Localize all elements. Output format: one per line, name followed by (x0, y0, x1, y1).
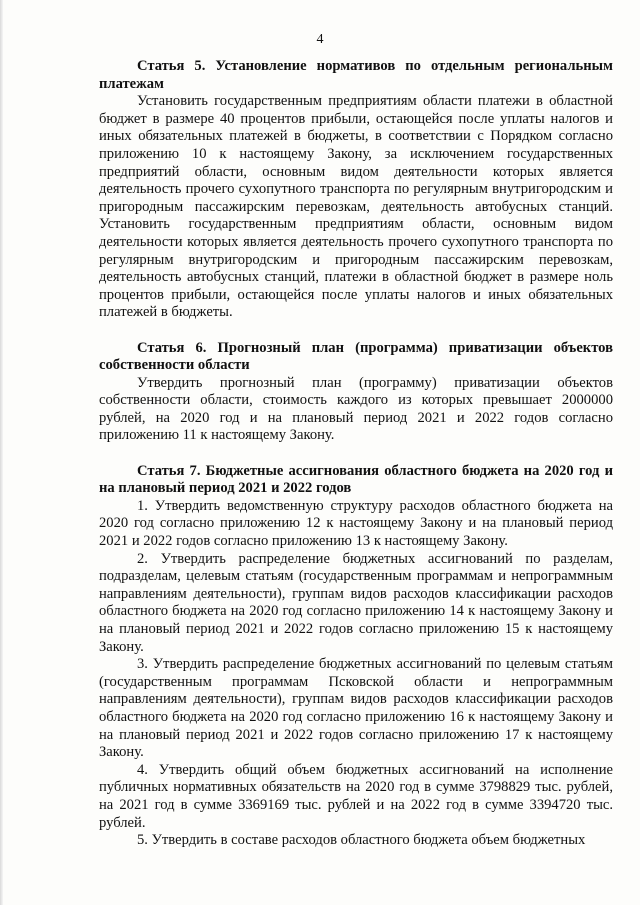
article-5-heading: Статья 5. Установление нормативов по отдельным региональным платежам (99, 58, 613, 92)
article-6-paragraph-1: Утвердить прогнозный план (программу) приватизации объектов собственности области, стоимость каждого из которых превышает 2000000 рублей, на 2020 год и на плановый период 2021 и 2022 годов согласно приложению 11 к настоящему Закону. (99, 374, 613, 444)
article-7-heading: Статья 7. Бюджетные ассигнования областного бюджета на 2020 год и на плановый период 2021 и 2022 годов (99, 462, 613, 497)
article-7-paragraph-5: 5. Утвердить в составе расходов областного бюджета объем бюджетных (137, 832, 586, 849)
article-6-heading: Статья 6. Прогнозный план (программа) приватизации объектов собственности области (99, 339, 613, 374)
document-body (99, 58, 613, 850)
article-7-paragraph-2: 2. Утвердить распределение бюджетных ассигнований по разделам, подразделам, целевым статьям (государственным программам и непрограммным направлениям деятельности), группам видов расходов классификации расходов областного бюджета на 2020 год согласно приложению 14 к настоящему Закону и на плановый период 2021 и 2022 годов согласно приложению 15 к настоящему Закону. (99, 550, 613, 655)
section-spacer (99, 445, 613, 463)
article-7-paragraph-4: 4. Утвердить общий объем бюджетных ассигнований на исполнение публичных нормативных обязательств на 2020 год в сумме 3798829 тыс. рублей, на 2021 год в сумме 3369169 тыс. рублей и на 2022 год в сумме 3394720 тыс. рублей. (99, 761, 613, 831)
article-5-paragraph-1: Установить государственным предприятиям области платежи в областной бюджет в размере 40 процентов прибыли, остающейся после уплаты налогов и иных обязательных платежей в бюджеты, в соответствии с Порядком согласно приложению 10 к настоящему Закону, за исключением государственных предприятий области, основным видом деятельности которых является деятельность прочего сухопутного транспорта по регулярным внутригородским и пригородным пассажирским перевозкам, деятельность автобусных станций. Установить государственным предприятиям области, основным видом деятельности которых является деятельность прочего сухопутного транспорта по регулярным внутригородским и пригородным пассажирским перевозкам, деятельность автобусных станций, платежи в областной бюджет в размере ноль процентов прибыли, остающейся после уплаты налогов и иных обязательных платежей в бюджеты. (99, 93, 613, 321)
page-edge-shadow (0, 0, 3, 905)
section-spacer (99, 322, 613, 340)
article-7-paragraph-1: 1. Утвердить ведомственную структуру расходов областного бюджета на 2020 год согласно приложению 12 к настоящему Закону и на плановый период 2021 и 2022 годов согласно приложению 13 к настоящему Закону. (99, 497, 613, 550)
article-7-paragraph-3: 3. Утвердить распределение бюджетных ассигнований по целевым статьям (государственным программам Псковской области и непрограммным направлениям деятельности), группам видов расходов классификации расходов областного бюджета на 2020 год согласно приложению 16 к настоящему Закону и на плановый период 2021 и 2022 годов согласно приложению 17 к настоящему Закону. (99, 656, 613, 761)
page-number: 4 (316, 32, 324, 47)
